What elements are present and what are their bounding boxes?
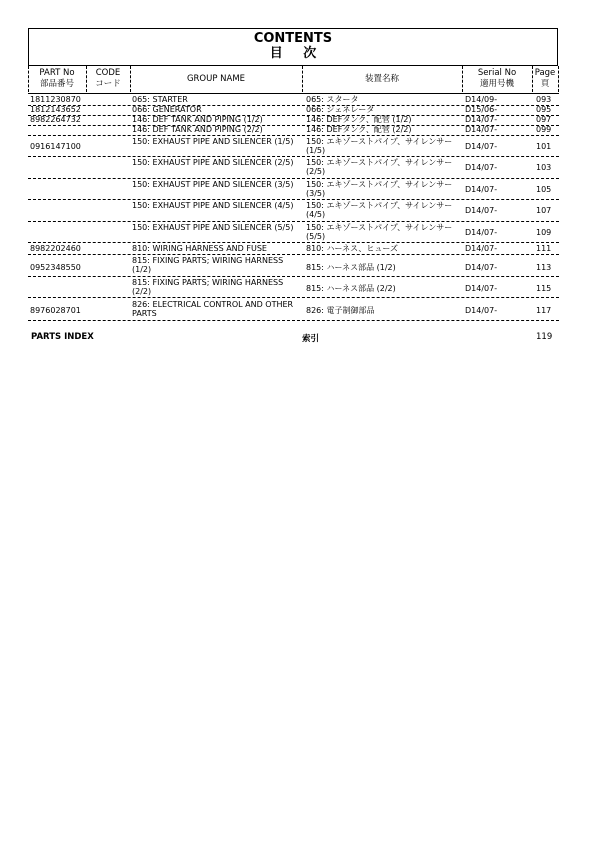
row-divider [28, 320, 559, 321]
row-page-link[interactable]: 107 [536, 206, 552, 215]
row-page-link[interactable]: 099 [536, 125, 552, 134]
row-serial-no: D14/07- [465, 244, 498, 253]
row-divider [28, 135, 559, 136]
row-serial-no: D14/07- [465, 306, 498, 315]
header-group-name: GROUP NAME [186, 74, 246, 84]
row-part-no: 1811230870 [30, 95, 81, 104]
row-page-link[interactable]: 103 [536, 163, 552, 172]
row-serial-no: D15/06- [465, 105, 498, 114]
row-serial-no: D14/07- [465, 115, 498, 124]
row-page-link[interactable]: 101 [536, 142, 552, 151]
row-device-name-jp: 146: DEFタンク、配管 (2/2) [306, 125, 412, 134]
row-serial-no: D14/07- [465, 163, 498, 172]
header-serial-no [462, 66, 532, 92]
row-page-link[interactable]: 097 [536, 115, 552, 124]
row-group-name: 150: EXHAUST PIPE AND SILENCER (3/5) [132, 180, 294, 189]
row-device-name-jp: 146: DEFタンク、配管 (1/2) [306, 115, 412, 124]
parts-index-jp: 索引 [302, 334, 320, 344]
row-device-name-jp: 150: エキゾーストパイプ、サイレンサー (2/5) [306, 158, 453, 176]
row-device-name-jp: 150: エキゾーストパイプ、サイレンサー (3/5) [306, 180, 453, 198]
row-serial-no: D14/07- [465, 206, 498, 215]
header-serial-no-jp: 適用号機 [479, 79, 514, 89]
row-device-name-jp: 810: ハーネス、ヒューズ [306, 244, 398, 253]
header-bottom-rule [28, 93, 559, 94]
parts-index-page-link[interactable]: 119 [536, 332, 553, 342]
row-serial-no: D14/09- [465, 95, 498, 104]
row-group-name: 826: ELECTRICAL CONTROL AND OTHER PARTS [132, 300, 294, 318]
row-part-no: 1812143652 [30, 105, 81, 114]
title-english: CONTENTS [253, 31, 333, 46]
header-divider [558, 66, 559, 92]
row-device-name-jp: 815: ハーネス部品 (2/2) [306, 284, 396, 293]
header-part-no-label: PART No [39, 68, 75, 78]
header-code-label: CODE [95, 68, 121, 78]
row-device-name-jp: 065: スタータ [306, 95, 359, 104]
row-divider [28, 199, 559, 200]
row-device-name-jp: 150: エキゾーストパイプ、サイレンサー (4/5) [306, 201, 453, 219]
row-group-name: 150: EXHAUST PIPE AND SILENCER (1/5) [132, 137, 294, 146]
row-serial-no: D14/07- [465, 228, 498, 237]
header-page [532, 66, 558, 92]
row-divider [28, 276, 559, 277]
row-part-no: 8982264732 [30, 115, 81, 124]
row-divider [28, 242, 559, 243]
parts-index-label: PARTS INDEX [31, 332, 94, 342]
row-page-link[interactable]: 109 [536, 228, 552, 237]
row-group-name: 810: WIRING HARNESS AND FUSE [132, 244, 267, 253]
row-page-link[interactable]: 093 [536, 95, 552, 104]
row-group-name: 146: DEF TANK AND PIPING (2/2) [132, 125, 263, 134]
header-part-no [28, 66, 86, 92]
row-serial-no: D14/07- [465, 142, 498, 151]
row-group-name: 066: GENERATOR [132, 105, 202, 114]
header-device-name-jp: 装置名称 [364, 74, 399, 84]
row-device-name-jp: 066: ジェネレータ [306, 105, 375, 114]
row-group-name: 065: STARTER [132, 95, 188, 104]
header-code [86, 66, 130, 92]
row-divider [28, 297, 559, 298]
row-group-name: 150: EXHAUST PIPE AND SILENCER (5/5) [132, 223, 294, 232]
row-part-no: 0916147100 [30, 142, 81, 151]
row-group-name: 815: FIXING PARTS; WIRING HARNESS (1/2) [132, 256, 284, 274]
row-device-name-jp: 815: ハーネス部品 (1/2) [306, 263, 396, 272]
title-japanese: 目 次 [269, 46, 325, 61]
row-divider [28, 156, 559, 157]
row-part-no: 8982202460 [30, 244, 81, 253]
row-page-link[interactable]: 113 [536, 263, 552, 272]
row-page-link[interactable]: 117 [536, 306, 552, 315]
row-divider [28, 221, 559, 222]
row-part-no: 8976028701 [30, 306, 81, 315]
header-part-no-jp: 部品番号 [39, 79, 74, 89]
row-device-name-jp: 150: エキゾーストパイプ、サイレンサー (5/5) [306, 223, 453, 241]
row-serial-no: D14/07- [465, 125, 498, 134]
row-group-name: 150: EXHAUST PIPE AND SILENCER (4/5) [132, 201, 294, 210]
row-page-link[interactable]: 095 [536, 105, 552, 114]
row-divider [28, 254, 559, 255]
row-divider [28, 178, 559, 179]
row-serial-no: D14/07- [465, 263, 498, 272]
row-group-name: 815: FIXING PARTS; WIRING HARNESS (2/2) [132, 278, 284, 296]
row-part-no: 0952348550 [30, 263, 81, 272]
row-device-name-jp: 826: 電子制御部品 [306, 306, 375, 315]
row-device-name-jp: 150: エキゾーストパイプ、サイレンサー (1/5) [306, 137, 453, 155]
table-header [28, 66, 560, 92]
contents-title-box [28, 28, 558, 66]
row-page-link[interactable]: 111 [536, 244, 552, 253]
row-serial-no: D14/07- [465, 185, 498, 194]
row-group-name: 146: DEF TANK AND PIPING (1/2) [132, 115, 263, 124]
row-serial-no: D14/07- [465, 284, 498, 293]
row-group-name: 150: EXHAUST PIPE AND SILENCER (2/5) [132, 158, 294, 167]
row-page-link[interactable]: 105 [536, 185, 552, 194]
header-page-jp: 頁 [540, 79, 550, 89]
row-page-link[interactable]: 115 [536, 284, 552, 293]
header-page-label: Page [534, 68, 556, 78]
header-code-jp: コード [95, 79, 121, 89]
header-serial-no-label: Serial No [477, 68, 517, 78]
